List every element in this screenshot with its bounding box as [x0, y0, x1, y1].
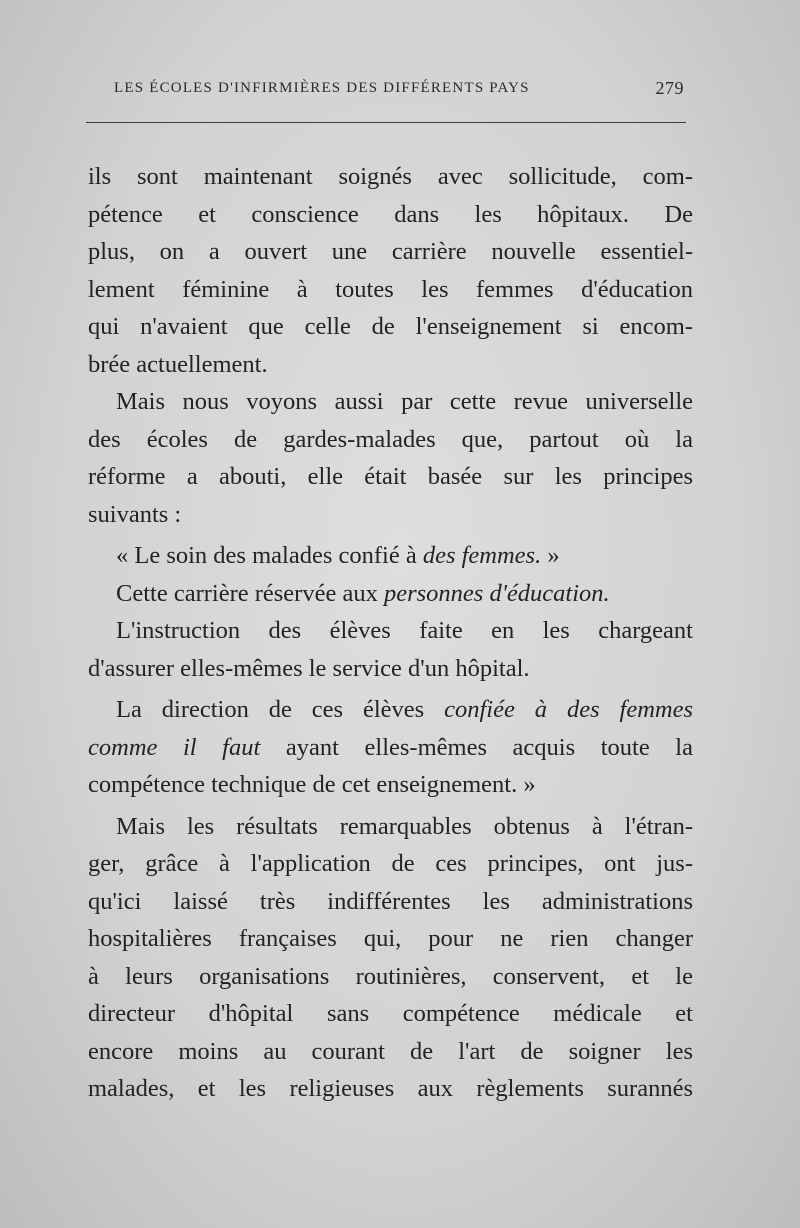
text-line: qu'ici laissé très indifférentes les administrations	[88, 887, 693, 915]
text-line: malades, et les religieuses aux règlements surannés	[88, 1075, 693, 1102]
quote-italic: personnes d'éducation.	[383, 579, 610, 607]
text-line: encore moins au courant de l'art de soigner les	[88, 1037, 693, 1065]
quote-line	[88, 691, 693, 729]
text-line: ils sont maintenant soignés avec sollicitude, com-	[88, 163, 693, 190]
quote-text: La direction de ces élèves	[116, 696, 445, 723]
text-line: Mais les résultats remarquables obtenus à l'étran-	[116, 812, 693, 840]
text-line: L'instruction des élèves faite en les chargeant	[116, 617, 693, 644]
text-line: lement féminine à toutes les femmes d'éducation	[88, 275, 693, 303]
text-line: qui n'avaient que celle de l'enseignement si encom-	[88, 313, 693, 340]
quote-italic: comme il faut	[88, 733, 261, 761]
header-rule	[86, 122, 686, 123]
quote-line	[88, 575, 693, 613]
text-line: d'assurer elles-mêmes le service d'un hôpital.	[88, 654, 530, 682]
page-number: 279	[655, 78, 684, 98]
text-line: compétence technique de cet enseignement. »	[88, 771, 536, 798]
text-line: Mais nous voyons aussi par cette revue universelle	[116, 388, 693, 415]
quote-line	[88, 537, 693, 575]
text-line: brée actuellement.	[88, 350, 268, 378]
text-line: directeur d'hôpital sans compétence médicale et	[88, 1000, 693, 1027]
text-line: suivants :	[88, 500, 182, 528]
quote-italic: confiée à des femmes	[444, 696, 693, 723]
quote-italic: des femmes.	[422, 542, 542, 569]
text-line: à leurs organisations routinières, conservent, et le	[88, 962, 693, 990]
text-line: des écoles de gardes-malades que, partout où la	[88, 425, 693, 453]
text-line: réforme a abouti, elle était basée sur les principes	[88, 463, 693, 490]
text-line: pétence et conscience dans les hôpitaux. De	[88, 200, 693, 228]
running-title: LES ÉCOLES D'INFIRMIÈRES DES DIFFÉRENTS PAYS	[114, 80, 530, 96]
quote-text: »	[541, 542, 560, 569]
body-text	[88, 158, 693, 1108]
quote-text: « Le soin des malades confié à	[116, 542, 423, 569]
text-line: hospitalières françaises qui, pour ne rien changer	[88, 925, 693, 952]
quote-text: ayant elles-mêmes acquis toute la	[260, 733, 693, 761]
quote-line	[88, 729, 693, 767]
text-line: ger, grâce à l'application de ces principes, ont jus-	[88, 850, 693, 877]
quote-text: Cette carrière réservée aux	[116, 579, 384, 607]
text-line: plus, on a ouvert une carrière nouvelle essentiel-	[88, 238, 693, 265]
